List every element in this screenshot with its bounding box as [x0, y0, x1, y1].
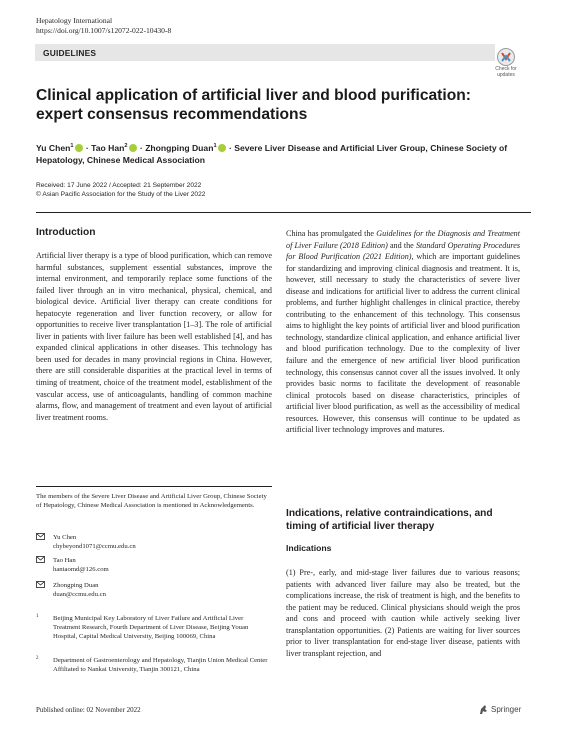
- contact-name: Tao Han: [53, 557, 76, 564]
- guideline-title: Standard Operating Procedures for Blood Purification (2021 Edition),: [286, 240, 521, 262]
- author-name[interactable]: Tao Han: [91, 142, 125, 153]
- author-name[interactable]: Yu Chen: [36, 142, 71, 153]
- contact-email[interactable]: chybeyond1071@ccmu.edu.cn: [53, 543, 136, 551]
- author-affiliation-mark: 2: [124, 143, 128, 149]
- contact-name: Zhongping Duan: [53, 582, 99, 589]
- doi-link[interactable]: https://doi.org/10.1007/s12072-022-10430-8: [36, 26, 172, 35]
- author-name[interactable]: Zhongping Duan: [145, 142, 214, 153]
- author-affiliation-mark: 1: [213, 143, 217, 149]
- article-dates: [36, 181, 205, 199]
- intro-paragraph: Artificial liver therapy is a type of blood purification, which can remove harmful substances, supplement essential substances, improve the internal environment, and temporarily replace some functions of the failed liver through an in vitro mechanical, physical, chemical, and biological device. Artificial liver therapy can create conditions for hepatocyte regeneration and liver function recovery, or allow for opportunities to receive liver transplantation [1–3]. The role of artificial liver in patients with liver failure has been well established [4], and has expanded clinical applications in other diseases. This technology has been used for decades in many provincial regions in China. However, there are still considerable disparities at the practical level in terms of timing of treatment, choice of the treatment model, establishment of the vascular access, use of anticoagulants, handling of common machine alarms, flow, and management of treatment and even layout of artificial liver treatment rooms.: [36, 251, 272, 422]
- orcid-icon[interactable]: [129, 144, 137, 152]
- subsection-heading: Indications: [286, 543, 332, 553]
- affiliation-text: Department of Gastroenterology and Hepatology, Tianjin Union Medical Center Affiliated to Nankai University, Tianjin 300121, China: [53, 657, 268, 674]
- check-for-updates-label: Check for updates: [495, 66, 517, 78]
- indications-paragraph: (1) Pre-, early, and mid-stage liver failures due to various reasons; patients with advanced liver failure may also be treated, but the complications increase, the risk of treatment is high, and the benefits to the patient may be reduced. Clinical physicians should weigh the pros and cons and proceed with caution while actively seeking liver transplantation opportunities. (2) Patients are waiting for liver sources prior to liver transplantation for end-stage liver disease, patients with liver transplant rejection, and: [286, 568, 520, 658]
- text-run: China has promulgated the: [286, 229, 377, 238]
- email-icon[interactable]: [36, 533, 45, 540]
- publisher-name: Springer: [491, 705, 522, 714]
- contact-email[interactable]: hantaomd@126.com: [53, 566, 109, 574]
- author-affiliation-mark: 1: [70, 143, 74, 149]
- text-run: which are important guidelines for standardizing and improving clinical diagnosis and treatment. It is, however, still necessary to study the characteristics of severe liver disease and indications for artificial liver to address the current clinical problems, and further highlight challenges in clinical practice, thereby contributing to the enhancement of this technology. This consensus aims to highlight the key points of artificial liver and blood purification technology, standardize clinical application, and enhance artificial liver and blood purification technology. Due to the complexity of liver failure and the emergence of new artificial liver blood purification technology, this consensus cannot cover all the issues involved. It only provides basic norms to facilitate the development of reasonable clinical protocols based on disease characteristics, principles of artificial liver blood purification, as well as the accessibility of medical resources. However, this consensus will continue to be updated as artificial liver technology improves and matures.: [286, 252, 520, 435]
- received-accepted-dates: Received: 17 June 2022 / Accepted: 21 September 2022: [36, 182, 202, 189]
- section-heading: Indications, relative contraindications, and timing of artificial liver therapy: [286, 508, 493, 532]
- text-run: and the: [387, 240, 416, 250]
- intro-continued-paragraph: [286, 228, 520, 436]
- guideline-title: Guidelines for the Diagnosis and Treatment of Liver Failure (2018 Edition): [286, 229, 520, 250]
- author-list: Yu Chen$^1$ · Tao Han$^2$ · Zhongping Duan$^1$ · Severe Liver Disease and Artificial Liver Group, Chinese Society of Hepatology, Chinese Medical Association: [36, 142, 508, 166]
- orcid-icon[interactable]: [218, 144, 226, 152]
- copyright-line: © Asian Pacific Association for the Study of the Liver 2022: [36, 191, 206, 199]
- affiliation-text: Beijing Municipal Key Laboratory of Liver Failure and Artificial Liver Treatment Research, Fourth Department of Liver Disease, Beijing Youan Hospital, Capital Medical University, Beijing 100069, China: [53, 615, 249, 641]
- orcid-icon[interactable]: [75, 144, 83, 152]
- section-heading: Introduction: [36, 227, 96, 238]
- affiliation-number: 1: [36, 614, 39, 619]
- published-online-date: Published online: 02 November 2022: [36, 706, 141, 714]
- contact-email[interactable]: duan@ccmu.edu.cn: [53, 591, 106, 599]
- section-label-bar: [35, 44, 495, 61]
- email-icon[interactable]: [36, 581, 45, 588]
- members-note: The members of the Severe Liver Disease and Artificial Liver Group, Chinese Society of Hepatology, Chinese Medical Association is mentioned in Acknowledgements.: [36, 493, 267, 510]
- affiliation-number: 2: [36, 656, 39, 661]
- article-title: Clinical application of artificial liver and blood purification: expert consensus recommendations: [36, 87, 471, 123]
- contact-name: Yu Chen: [53, 534, 77, 541]
- footnote-divider: [36, 486, 272, 487]
- journal-name: Hepatology International: [36, 16, 113, 25]
- section-label: GUIDELINES: [43, 48, 97, 58]
- email-icon[interactable]: [36, 556, 45, 563]
- author-group: Severe Liver Disease and Artificial Liver Group, Chinese Society of Hepatology, Chinese Medical Association: [36, 142, 508, 166]
- springer-horse-icon: [478, 704, 489, 715]
- divider: [36, 212, 531, 213]
